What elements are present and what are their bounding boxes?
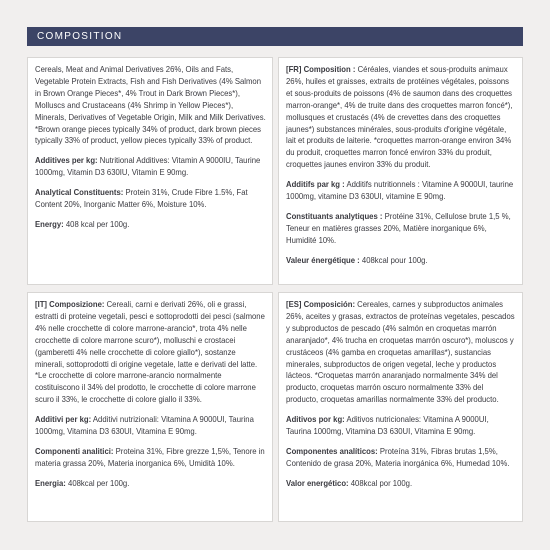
analytical-text: Proteína 31%, Fibras brutas 1,5%, Contenido de grasa 20%, Materia inorgánica 6%, Humedad 10%. xyxy=(286,445,510,468)
additives-label: Additivi per kg: xyxy=(35,414,92,425)
energy-text: 408kcal pour 100g. xyxy=(359,254,428,265)
additives-paragraph xyxy=(35,155,266,179)
energy-paragraph xyxy=(286,255,516,267)
analytical-paragraph xyxy=(35,187,266,211)
card-italian xyxy=(27,292,273,522)
additives-label: Additifs par kg : xyxy=(286,179,345,190)
analytical-paragraph xyxy=(286,211,516,247)
additives-text: Additifs nutritionnels : Vitamine A 9000UI, taurine 1000mg, vitamine D3 630UI, vitamine E 90mg. xyxy=(286,179,514,202)
composition-paragraph xyxy=(35,64,266,147)
additives-text: Additivi nutrizionali: Vitamina A 9000UI, Taurina 1000mg, Vitamina D3 630UI, Vitamina E 90mg. xyxy=(35,414,254,437)
energy-label: Valeur énergétique : xyxy=(286,254,360,265)
additives-text: Nutritional Additives: Vitamin A 9000IU, Taurine 1000mg, Vitamin D3 630IU, Vitamin E 90mg. xyxy=(35,155,261,178)
analytical-paragraph xyxy=(286,446,516,470)
additives-label: Aditivos por kg: xyxy=(286,414,345,425)
energy-label: Energia: xyxy=(35,477,66,488)
composition-label: [FR] Composition : xyxy=(286,64,356,74)
composition-text: Céréales, viandes et sous-produits animaux 26%, huiles et graisses, extraits de protéines végétales, poissons et sous-produits de poissons (4% de saumon dans des croquettes marron-orange*, 4% de truite dans des croquettes marron foncé*), mollusques et crustacés (4% de crevettes dans des croquettes jaunes*) substances minérales, sous-produits d'origine végétale, lait et produits de laiterie. *croquettes marron-orange environ 34% du produit, croquettes marron foncé environ 33% du produit, croquettes jaunes environ 33% du produit. xyxy=(286,64,513,170)
energy-paragraph xyxy=(286,478,516,490)
energy-text: 408kcal per 100g. xyxy=(65,477,130,488)
analytical-label: Analytical Constituents: xyxy=(35,187,124,198)
composition-paragraph xyxy=(35,299,266,406)
additives-text: Aditivos nutricionales: Vitamina A 9000UI, Taurina 1000mg, Vitamina D3 630UI, Vitamina E 90mg. xyxy=(286,414,489,437)
additives-paragraph xyxy=(286,414,516,438)
composition-paragraph xyxy=(286,64,516,171)
energy-label: Energy: xyxy=(35,218,64,229)
composition-text: Cereals, Meat and Animal Derivatives 26%, Oils and Fats, Vegetable Protein Extracts, Fish and Fish Derivatives (4% Salmon in Brown Orange Pieces*, 4% Trout in Dark Brown Pieces*), Molluscs and Crustaceans (4% Shrimp in Yellow Pieces*), Minerals, Derivatives of Vegetable Origin, Milk and Milk Derivatives. *Brown orange pieces typically 34% of product, dark brown pieces typically 33% of product, yellow pieces typically 33% of product. xyxy=(35,64,266,146)
energy-text: 408kcal por 100g. xyxy=(348,477,413,488)
analytical-label: Componenti analitici: xyxy=(35,445,114,456)
additives-paragraph xyxy=(286,179,516,203)
analytical-text: Protéine 31%, Cellulose brute 1,5 %, Teneur en matières grasses 20%, Matière inorganique 6%, Humidité 10%. xyxy=(286,210,511,245)
analytical-label: Constituants analytiques : xyxy=(286,210,383,221)
composition-label: [ES] Composición: xyxy=(286,299,356,309)
analytical-text: Proteina 31%, Fibre grezze 1,5%, Tenore in materia grassa 20%, Materia inorganica 6%, Umidità 10%. xyxy=(35,445,265,468)
analytical-paragraph xyxy=(35,446,266,470)
energy-paragraph xyxy=(35,219,266,231)
composition-label: [IT] Composizione: xyxy=(35,299,105,309)
composition-header xyxy=(27,27,523,46)
energy-paragraph xyxy=(35,478,266,490)
header-title: COMPOSITION xyxy=(37,31,123,42)
analytical-text: Protein 31%, Crude Fibre 1.5%, Fat Content 20%, Inorganic Matter 6%, Moisture 10%. xyxy=(35,187,248,210)
analytical-label: Componentes analíticos: xyxy=(286,445,378,456)
card-french xyxy=(278,57,523,285)
card-spanish xyxy=(278,292,523,522)
additives-paragraph xyxy=(35,414,266,438)
card-english xyxy=(27,57,273,285)
composition-paragraph xyxy=(286,299,516,406)
composition-text: Cereali, carni e derivati 26%, oli e grassi, estratti di proteine vegetali, pesci e sottoprodotti dei pesci (salmone 4% nelle crocchette di colore marrone-arancio*, trota 4% nelle crocchette di colore marrone scuro*), molluschi e crostacei (gamberetti 4% nelle crocchette di colore giallo*), sostanze minerali, sottoprodotti di origine vegetale, latte e derivati del latte. *Le crocchette di colore marrone-arancio normalmente costituiscono il 34% del prodotto, le crocchette di colore marrone scuro il 33%, le crocchette di colore giallo il 33%. xyxy=(35,299,265,405)
energy-text: 408 kcal per 100g. xyxy=(63,218,130,229)
composition-text: Cereales, carnes y subproductos animales 26%, aceites y grasas, extractos de proteínas vegetales, pescados y subproductos de pescado (4% salmón en croquetas marrón anaranjado*, 4% trucha en croquetas marrón oscuro*), moluscos y crustáceos (4% gamba en croquetas amarillas*), sustancias minerales, subproductos de origen vegetal, leche y productos lácteos. *Croquetas marrón anaranjado normalmente 34% del producto, croquetas marrón oscuro normalmente 33% del producto, croquetas amarillas normalmente 33% del producto. xyxy=(286,299,515,405)
energy-label: Valor energético: xyxy=(286,477,349,488)
additives-label: Additives per kg: xyxy=(35,155,98,166)
